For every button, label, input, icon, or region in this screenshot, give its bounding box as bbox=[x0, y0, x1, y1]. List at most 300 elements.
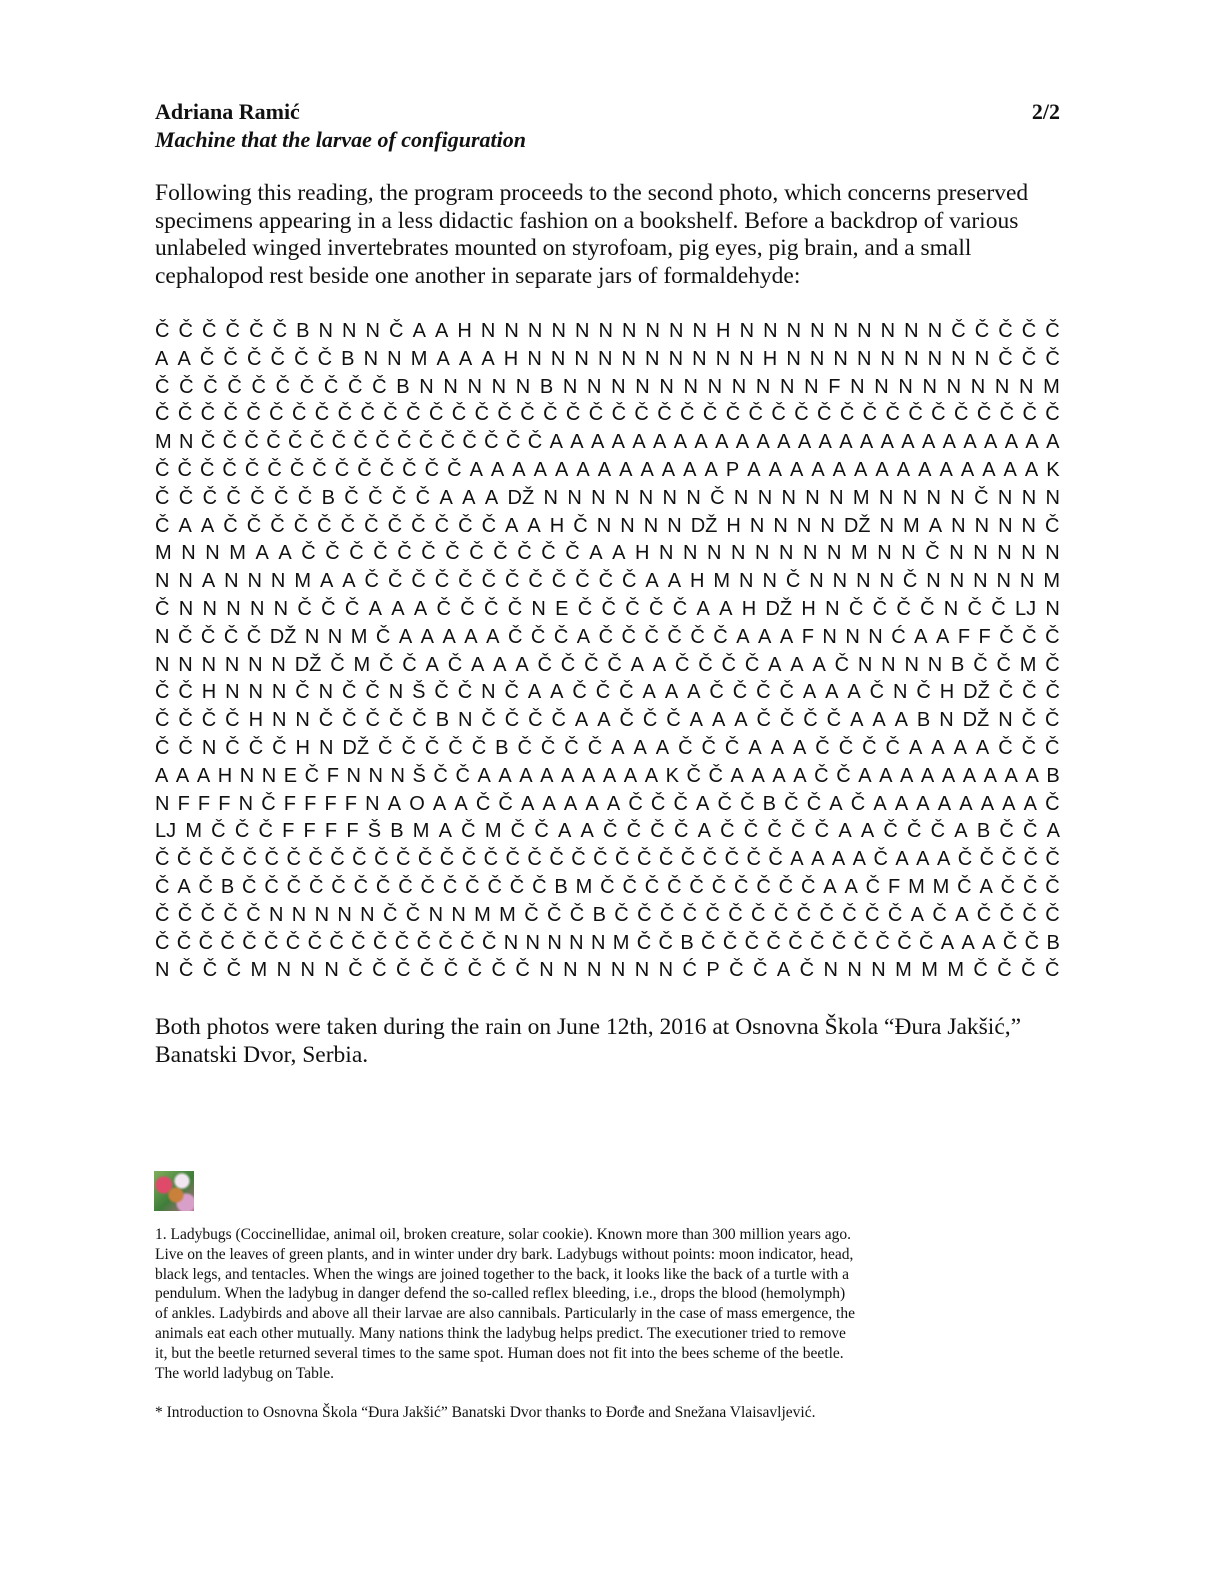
letter-cell: A bbox=[770, 736, 784, 759]
letter-cell: H bbox=[801, 597, 816, 620]
letter-cell: M bbox=[410, 347, 428, 370]
letter-grid bbox=[155, 318, 1060, 985]
letter-cell: M bbox=[155, 431, 172, 454]
letter-cell: A bbox=[937, 792, 952, 815]
letter-cell: Č bbox=[686, 764, 701, 787]
letter-cell: Č bbox=[710, 486, 725, 509]
letter-cell: N bbox=[346, 764, 361, 787]
letter-cell: N bbox=[1045, 486, 1060, 509]
letter-cell: N bbox=[363, 347, 379, 370]
letter-cell: Č bbox=[528, 570, 543, 593]
letter-cell: Č bbox=[246, 903, 261, 926]
letter-cell: Č bbox=[387, 570, 403, 593]
letter-cell: Č bbox=[702, 403, 718, 426]
letter-cell: Č bbox=[314, 403, 330, 426]
letter-cell: Č bbox=[199, 347, 215, 370]
letter-cell: Č bbox=[575, 570, 590, 593]
letter-cell: M bbox=[575, 875, 593, 898]
letter-cell: A bbox=[434, 320, 449, 342]
letter-cell: Č bbox=[309, 431, 325, 454]
letter-cell: A bbox=[873, 792, 887, 815]
letter-cell: H bbox=[762, 347, 778, 370]
letter-cell: Č bbox=[976, 403, 992, 426]
letter-grid-row bbox=[155, 540, 1060, 568]
letter-cell: Č bbox=[155, 875, 170, 898]
letter-cell: Č bbox=[178, 959, 194, 982]
letter-cell: Č bbox=[460, 597, 475, 620]
letter-cell: Č bbox=[673, 820, 689, 843]
letter-cell: N bbox=[491, 375, 507, 398]
letter-cell: DŽ bbox=[269, 625, 297, 648]
letter-cell: Č bbox=[330, 848, 345, 871]
letter-cell: Č bbox=[628, 792, 643, 815]
letter-cell: Č bbox=[155, 597, 170, 620]
letter-grid-row bbox=[155, 679, 1060, 707]
letter-cell: Č bbox=[791, 820, 806, 843]
letter-cell: Č bbox=[534, 820, 549, 843]
letter-cell: Č bbox=[744, 931, 760, 954]
letter-cell: Č bbox=[572, 681, 587, 704]
letter-cell: Č bbox=[481, 514, 497, 537]
letter-cell: Č bbox=[666, 709, 681, 732]
letter-cell: Č bbox=[412, 709, 427, 732]
letter-cell: N bbox=[996, 570, 1011, 593]
letter-cell: Č bbox=[398, 875, 413, 898]
letter-cell: B bbox=[390, 820, 404, 843]
letter-cell: N bbox=[598, 320, 613, 342]
letter-cell: N bbox=[707, 375, 723, 398]
letter-cell: N bbox=[786, 320, 802, 342]
letter-cell: F bbox=[346, 820, 359, 843]
letter-cell: H bbox=[635, 542, 650, 565]
letter-cell: Č bbox=[155, 458, 170, 481]
letter-cell: Č bbox=[223, 903, 238, 926]
letter-cell: Č bbox=[458, 570, 473, 593]
letter-cell: A bbox=[940, 931, 955, 954]
letter-cell: Č bbox=[850, 792, 866, 815]
letter-cell: Č bbox=[178, 320, 193, 342]
letter-cell: Č bbox=[155, 486, 170, 509]
letter-cell: N bbox=[880, 347, 895, 370]
letter-cell: N bbox=[832, 570, 848, 593]
letter-cell: A bbox=[420, 625, 434, 648]
letter-cell: B bbox=[220, 875, 235, 898]
letter-cell: N bbox=[550, 347, 566, 370]
letter-cell: N bbox=[451, 903, 466, 926]
letter-cell: Č bbox=[406, 403, 421, 426]
letter-cell: A bbox=[962, 764, 977, 787]
letter-cell: Č bbox=[543, 403, 558, 426]
letter-cell: A bbox=[606, 792, 621, 815]
letter-cell: A bbox=[683, 458, 697, 481]
letter-cell: A bbox=[894, 792, 909, 815]
letter-cell: Č bbox=[701, 931, 716, 954]
letter-cell: Č bbox=[420, 875, 435, 898]
letter-cell: Č bbox=[308, 875, 324, 898]
letter-cell: N bbox=[202, 597, 217, 620]
letter-cell: Č bbox=[593, 848, 608, 871]
letter-cell: Č bbox=[672, 597, 688, 620]
letter-cell: Č bbox=[411, 514, 426, 537]
letter-cell: Č bbox=[402, 653, 417, 676]
letter-cell: A bbox=[490, 458, 505, 481]
letter-cell: A bbox=[155, 347, 169, 370]
letter-cell: Č bbox=[364, 570, 379, 593]
letter-cell: N bbox=[273, 597, 289, 620]
letter-cell: Č bbox=[421, 542, 436, 565]
letter-grid-row bbox=[155, 401, 1060, 429]
letter-cell: Č bbox=[498, 792, 513, 815]
letter-cell: N bbox=[809, 347, 825, 370]
letter-cell: N bbox=[970, 375, 986, 398]
letter-cell: M bbox=[1043, 570, 1060, 593]
letter-cell: Č bbox=[756, 875, 771, 898]
letter-cell: B bbox=[396, 375, 410, 398]
letter-cell: Č bbox=[967, 597, 982, 620]
letter-cell: Č bbox=[667, 875, 682, 898]
letter-cell: N bbox=[850, 375, 865, 398]
letter-cell: N bbox=[314, 903, 330, 926]
letter-cell: A bbox=[177, 347, 191, 370]
letter-cell: N bbox=[635, 375, 650, 398]
letter-cell: Č bbox=[334, 458, 350, 481]
letter-cell: Č bbox=[1045, 514, 1060, 537]
letter-cell: Č bbox=[622, 875, 637, 898]
letter-cell: N bbox=[901, 542, 916, 565]
letter-cell: Č bbox=[331, 875, 346, 898]
letter-cell: DŽ bbox=[342, 736, 370, 759]
letter-cell: A bbox=[735, 431, 750, 454]
letter-cell: N bbox=[715, 347, 731, 370]
letter-cell: N bbox=[943, 597, 959, 620]
letter-cell: Č bbox=[504, 681, 519, 704]
letter-cell: H bbox=[201, 681, 217, 704]
letter-cell: Č bbox=[1000, 875, 1016, 898]
letter-cell: Č bbox=[1021, 959, 1036, 982]
letter-cell: Č bbox=[569, 903, 585, 926]
letter-cell: N bbox=[324, 959, 339, 982]
letter-cell: Č bbox=[779, 709, 795, 732]
letter-cell: Č bbox=[530, 625, 546, 648]
letter-grid-row bbox=[155, 318, 1060, 346]
letter-cell: Č bbox=[588, 403, 604, 426]
letter-cell: F bbox=[887, 875, 901, 898]
letter-cell: Č bbox=[767, 820, 782, 843]
letter-cell: N bbox=[686, 486, 701, 509]
letter-cell: Č bbox=[331, 431, 347, 454]
letter-cell: A bbox=[777, 431, 791, 454]
letter-cell: A bbox=[644, 764, 659, 787]
letter-cell: N bbox=[201, 736, 217, 759]
letter-cell: Č bbox=[728, 903, 743, 926]
letter-cell: Č bbox=[451, 403, 467, 426]
letter-cell: N bbox=[481, 681, 496, 704]
letter-cell: N bbox=[951, 347, 966, 370]
letter-cell: A bbox=[505, 514, 519, 537]
letter-cell: B bbox=[1046, 931, 1060, 954]
letter-cell: Č bbox=[246, 625, 262, 648]
letter-cell: B bbox=[296, 320, 310, 342]
letter-cell: N bbox=[845, 625, 860, 648]
letter-cell: Č bbox=[862, 736, 877, 759]
letter-cell: A bbox=[425, 653, 439, 676]
letter-cell: N bbox=[295, 709, 310, 732]
letter-cell: Č bbox=[342, 709, 357, 732]
letter-cell: A bbox=[1046, 820, 1060, 843]
letter-cell: Š bbox=[367, 820, 382, 843]
letter-cell: F bbox=[283, 792, 296, 815]
letter-cell: Č bbox=[226, 486, 241, 509]
letter-cell: A bbox=[811, 458, 825, 481]
letter-cell: N bbox=[597, 347, 613, 370]
letter-cell: A bbox=[477, 764, 491, 787]
letter-cell: A bbox=[954, 820, 968, 843]
letter-cell: Č bbox=[896, 597, 911, 620]
letter-cell: Č bbox=[248, 736, 264, 759]
letter-cell: Č bbox=[973, 653, 988, 676]
letter-cell: Č bbox=[312, 458, 327, 481]
letter-cell: N bbox=[248, 681, 263, 704]
letter-cell: A bbox=[697, 820, 711, 843]
letter-cell: Č bbox=[249, 320, 264, 342]
letter-cell: A bbox=[768, 653, 782, 676]
letter-cell: A bbox=[900, 764, 914, 787]
letter-cell: N bbox=[567, 486, 582, 509]
letter-cell: Č bbox=[375, 875, 391, 898]
letter-cell: Č bbox=[564, 736, 579, 759]
letter-cell: N bbox=[318, 736, 334, 759]
letter-cell: N bbox=[833, 320, 849, 342]
letter-cell: N bbox=[1021, 514, 1036, 537]
letter-cell: Č bbox=[264, 848, 279, 871]
letter-cell: A bbox=[832, 458, 847, 481]
letter-cell: N bbox=[658, 959, 674, 982]
letter-cell: Č bbox=[515, 959, 530, 982]
letter-cell: M bbox=[947, 959, 964, 982]
letter-cell: A bbox=[527, 514, 541, 537]
letter-cell: N bbox=[503, 931, 519, 954]
letter-cell: N bbox=[857, 653, 873, 676]
letter-cell: N bbox=[809, 570, 824, 593]
letter-cell: A bbox=[200, 514, 215, 537]
letter-cell: Č bbox=[250, 486, 265, 509]
letter-cell: Č bbox=[438, 931, 453, 954]
letter-cell: B bbox=[916, 709, 931, 732]
letter-cell: Č bbox=[974, 486, 989, 509]
letter-cell: Č bbox=[702, 848, 718, 871]
letter-cell: Č bbox=[748, 403, 763, 426]
letter-cell: A bbox=[493, 653, 507, 676]
letter-cell: Č bbox=[778, 875, 794, 898]
letter-cell: Č bbox=[657, 403, 672, 426]
letter-cell: N bbox=[879, 514, 894, 537]
letter-cell: Č bbox=[372, 959, 387, 982]
letter-cell: N bbox=[587, 375, 602, 398]
letter-cell: N bbox=[527, 347, 542, 370]
letter-cell: M bbox=[1019, 653, 1037, 676]
letter-cell: Č bbox=[527, 431, 543, 454]
letter-cell: N bbox=[327, 625, 343, 648]
letter-cell: A bbox=[436, 347, 450, 370]
letter-cell: Č bbox=[439, 848, 455, 871]
letter-cell: Č bbox=[1022, 403, 1037, 426]
letter-cell: Č bbox=[598, 570, 614, 593]
letter-cell: Č bbox=[872, 597, 888, 620]
letter-cell: N bbox=[480, 320, 496, 342]
letter-cell: Č bbox=[773, 903, 789, 926]
intro-paragraph: Following this reading, the program proceeds to the second photo, which concerns preserved specimens appearing in a less didactic fashion on a bookshelf. Before a backdrop of various unlabeled winged invertebrates mounted on styrofoam, pig eyes, pig brain, and a small cephalopod rest beside one another in separate jars of formaldehyde: bbox=[155, 180, 1029, 289]
letter-cell: M bbox=[903, 514, 920, 537]
letter-cell: A bbox=[570, 431, 584, 454]
letter-cell: Č bbox=[293, 514, 309, 537]
letter-cell: A bbox=[852, 848, 867, 871]
letter-cell: A bbox=[687, 681, 701, 704]
letter-cell: M bbox=[499, 903, 516, 926]
letter-cell: Č bbox=[1002, 931, 1018, 954]
outro-paragraph: Both photos were taken during the rain on June 12th, 2016 at Osnovna Škola “Đura Jakšić,” Banatski Dvor, Serbia. bbox=[155, 1014, 1022, 1068]
letter-cell: Č bbox=[682, 903, 698, 926]
letter-cell: N bbox=[762, 570, 777, 593]
letter-cell: N bbox=[939, 709, 954, 732]
letter-cell: Č bbox=[349, 542, 364, 565]
author-name: Adriana Ramić bbox=[155, 99, 300, 124]
letter-cell: M bbox=[612, 931, 630, 954]
letter-cell: Č bbox=[1045, 848, 1060, 871]
letter-cell: A bbox=[585, 792, 599, 815]
letter-cell: N bbox=[638, 486, 654, 509]
letter-cell: A bbox=[776, 959, 791, 982]
letter-cell: N bbox=[847, 959, 862, 982]
letter-cell: N bbox=[669, 320, 684, 342]
letter-grid-row bbox=[155, 374, 1060, 402]
letter-cell: Č bbox=[636, 931, 652, 954]
letter-cell: DŽ bbox=[765, 597, 793, 620]
letter-cell: Č bbox=[242, 848, 258, 871]
letter-cell: A bbox=[797, 431, 812, 454]
letter-cell: N bbox=[804, 375, 819, 398]
letter-cell: A bbox=[839, 431, 853, 454]
letter-cell: A bbox=[772, 764, 786, 787]
letter-cell: N bbox=[904, 347, 919, 370]
letter-cell: N bbox=[226, 597, 241, 620]
letter-cell: A bbox=[838, 820, 852, 843]
letter-cell: Č bbox=[648, 597, 664, 620]
letter-cell: Č bbox=[565, 542, 580, 565]
letter-cell: N bbox=[621, 320, 637, 342]
letter-grid-row bbox=[155, 735, 1060, 763]
letter-cell: Č bbox=[826, 709, 842, 732]
letter-cell: Č bbox=[304, 764, 320, 787]
letter-cell: N bbox=[868, 625, 883, 648]
letter-cell: N bbox=[904, 653, 919, 676]
letter-cell: Č bbox=[434, 570, 450, 593]
letter-cell: A bbox=[1004, 431, 1019, 454]
letter-cell: Č bbox=[667, 625, 682, 648]
letter-cell: Č bbox=[678, 736, 693, 759]
letter-cell: A bbox=[481, 347, 495, 370]
letter-cell: Č bbox=[396, 431, 412, 454]
letter-cell: Č bbox=[717, 792, 732, 815]
letter-cell: A bbox=[597, 458, 612, 481]
letter-cell: DŽ bbox=[507, 486, 535, 509]
letter-cell: Č bbox=[658, 931, 673, 954]
letter-cell: N bbox=[856, 570, 871, 593]
letter-cell: Č bbox=[721, 653, 736, 676]
letter-cell: M bbox=[353, 653, 371, 676]
letter-cell: N bbox=[739, 570, 754, 593]
letter-cell: A bbox=[758, 625, 772, 648]
letter-cell: Č bbox=[999, 820, 1014, 843]
letter-cell: Č bbox=[484, 431, 499, 454]
letter-cell: Č bbox=[440, 431, 456, 454]
letter-cell: F bbox=[324, 792, 337, 815]
letter-cell: Č bbox=[853, 931, 869, 954]
letter-cell: N bbox=[879, 570, 894, 593]
letter-cell: Č bbox=[286, 848, 301, 871]
letter-cell: N bbox=[531, 597, 546, 620]
letter-cell: A bbox=[398, 625, 413, 648]
letter-cell: N bbox=[1045, 542, 1060, 565]
letter-cell: Č bbox=[481, 931, 497, 954]
letter-cell: N bbox=[225, 681, 240, 704]
letter-cell: Č bbox=[520, 403, 535, 426]
letter-cell: N bbox=[763, 320, 778, 342]
letter-cell: Č bbox=[1021, 709, 1037, 732]
letter-cell: N bbox=[893, 681, 908, 704]
letter-grid-row bbox=[155, 902, 1060, 930]
letter-cell: N bbox=[825, 597, 840, 620]
letter-cell: Č bbox=[680, 403, 695, 426]
letter-cell: Č bbox=[223, 403, 238, 426]
letter-cell: A bbox=[896, 458, 911, 481]
letter-cell: Č bbox=[155, 514, 170, 537]
letter-cell: A bbox=[387, 792, 402, 815]
letter-cell: Č bbox=[220, 848, 236, 871]
letter-cell: Č bbox=[436, 597, 451, 620]
letter-cell: N bbox=[878, 486, 894, 509]
letter-grid-row bbox=[155, 624, 1060, 652]
letter-cell: A bbox=[918, 458, 932, 481]
letter-cell: Č bbox=[689, 875, 704, 898]
letter-cell: Č bbox=[272, 320, 288, 342]
letter-cell: Č bbox=[996, 653, 1011, 676]
letter-cell: Č bbox=[650, 820, 665, 843]
letter-cell: Č bbox=[862, 403, 878, 426]
letter-cell: Č bbox=[178, 486, 194, 509]
letter-cell: M bbox=[851, 542, 868, 565]
letter-cell: A bbox=[894, 709, 908, 732]
letter-cell: Č bbox=[467, 959, 483, 982]
letter-cell: A bbox=[442, 625, 456, 648]
letter-cell: Č bbox=[637, 903, 652, 926]
letter-cell: Č bbox=[724, 736, 740, 759]
letter-cell: A bbox=[825, 681, 839, 704]
letter-cell: Č bbox=[242, 875, 257, 898]
letter-cell: Č bbox=[734, 875, 749, 898]
letter-cell: A bbox=[498, 764, 512, 787]
letter-cell: Č bbox=[865, 903, 880, 926]
letter-cell: Č bbox=[491, 959, 506, 982]
letter-cell: N bbox=[827, 542, 842, 565]
letter-cell: F bbox=[326, 764, 339, 787]
letter-grid-row bbox=[155, 568, 1060, 596]
letter-cell: Č bbox=[418, 431, 434, 454]
letter-cell: Č bbox=[658, 848, 674, 871]
letter-cell: A bbox=[942, 431, 956, 454]
letter-cell: A bbox=[630, 653, 644, 676]
letter-cell: Č bbox=[517, 736, 532, 759]
letter-cell: Č bbox=[155, 848, 170, 871]
